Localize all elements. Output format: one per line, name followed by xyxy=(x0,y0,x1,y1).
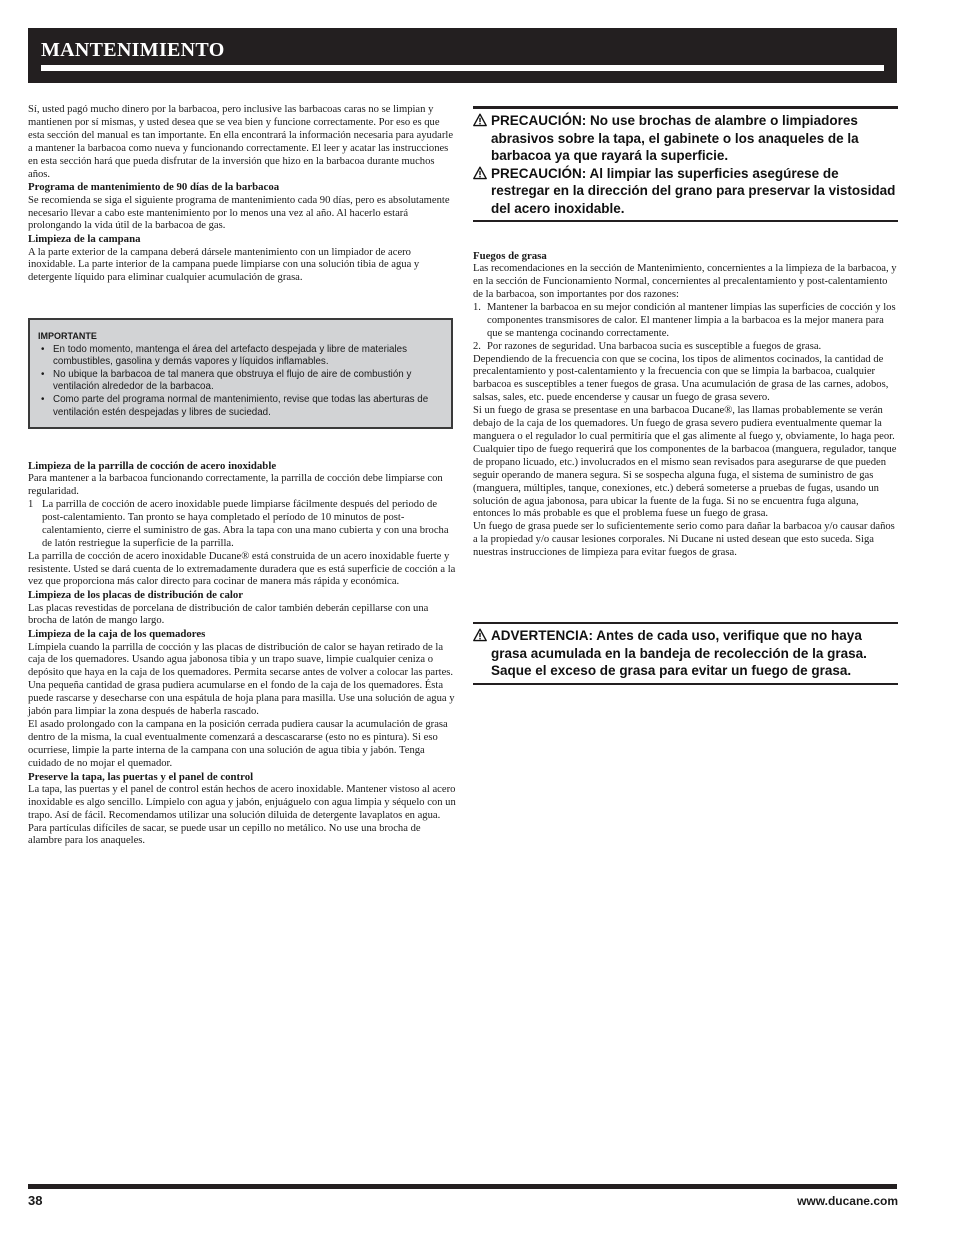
website-link[interactable]: www.ducane.com xyxy=(797,1194,898,1208)
important-item xyxy=(38,369,441,394)
hood-heading: Limpieza de la campana xyxy=(28,233,141,246)
warning-box xyxy=(473,622,898,685)
warning-triangle-icon xyxy=(473,628,487,642)
program-text: Se recomienda se siga el siguiente programa de mantenimiento cada 90 días, pero es absolutamente necesario llevar a cabo este mantenimiento por lo menos una vez al año. Al hacerlo estará prolongando la vida útil de la barbacoa de gas. xyxy=(28,194,450,232)
grates-text-2: La parrilla de cocción de acero inoxidable Ducane® está construida de un acero inoxidable fuerte y resistente. Usted se dará cuenta de lo extremadamente duradera que es está superficie de cocción a la vez que proporciona más calor directo para cocinar de manera más rápida y económica. xyxy=(28,550,456,588)
important-item-text: Como parte del programa normal de mantenimiento, revise que todas las aberturas de ventilación estén despejadas y libres de suciedad. xyxy=(53,393,429,418)
list-number: 1. xyxy=(473,301,481,313)
burnerbox-p1: Límpiela cuando la parrilla de cocción y las placas de distribución de calor se hayan retirado de la caja de los quemadores. Usando agua jabonosa tibia y un trapo suave, limpie cualquier ceniza o depósito que haya en la caja de los quemadores. Permita secarse antes de volver a colocar las partes. xyxy=(28,641,454,679)
left-column-upper xyxy=(28,104,456,285)
right-column xyxy=(473,250,898,560)
list-item-text: La parrilla de cocción de acero inoxidable puede limpiarse fácilmente después del periodo de post-calentamiento. Tan pronto se haya completado el período de 10 minutos de post-calentamiento, cierre el suministro de gas. Abra la tapa con una mano cubierta y con una brocha de latón restriegue la superficie de la parrilla. xyxy=(42,499,449,549)
list-item xyxy=(473,302,898,341)
grease-list xyxy=(473,302,898,354)
bullet: • xyxy=(41,368,45,380)
footer-rule xyxy=(28,1184,897,1189)
warning-text: ADVERTENCIA: Antes de cada uso, verifique que no haya grasa acumulada en la bandeja de recolección de la grasa. Saque el exceso de grasa para evitar un fuego de grasa. xyxy=(491,628,867,678)
bullet: • xyxy=(41,343,45,355)
plates-heading: Limpieza de los placas de distribución de calor xyxy=(28,589,244,602)
bullet: • xyxy=(41,393,45,405)
important-item xyxy=(38,394,441,419)
section-header xyxy=(28,28,897,83)
preserve-text: La tapa, las puertas y el panel de control están hechos de acero inoxidable. Mantener vistoso al acero inoxidable es algo sencillo. Límpielo con agua y jabón, enjuáguelo con agua limpia y séquelo con un trapo. Así de fácil. Recomendamos utilizar una solución diluida de detergente lavaplatos en agua. Para partículas difíciles de sacar, se puede usar un cepillo no metálico. No use una brocha de alambre para los anaqueles. xyxy=(28,783,456,847)
warning-triangle-icon xyxy=(473,113,487,127)
list-number: 1 xyxy=(28,499,34,511)
important-box xyxy=(28,318,453,429)
grease-p4: Cualquier tipo de fuego requerirá que los componentes de la barbacoa (manguera, regulador, tanque de propano licuado, etc.) involucrados en el mismo sean revisados para asegurarse de que pueden seguir operando de manera segura. Si se sospecha alguna fuga, el sistema de suministro de gas (manguera, múltiples, tanque, conexiones, etc.) deberá someterse a pruebas de fugas, usando un solución de agua jabonosa, para ubicar la fuente de la fuga. Si no se encuentra fuga alguna, entonces lo más probable es que el problema fuese un fuego de grasa. xyxy=(473,443,897,520)
caution-1 xyxy=(473,112,898,165)
list-number: 2. xyxy=(473,340,481,352)
important-item-text: En todo momento, mantenga el área del artefacto despejada y libre de materiales combustibles, gasolina y demás vapores y líquidos inflamables. xyxy=(53,343,407,368)
warning xyxy=(473,627,898,680)
list-item xyxy=(28,499,456,551)
caution-box xyxy=(473,106,898,222)
grease-p5: Un fuego de grasa puede ser lo suficientemente serio como para dañar la barbacoa y/o causar daños a la propiedad y/o causar lesiones corporales. Ni Ducane ni usted desean que esto suceda. Siga nuestras instrucciones de limpieza para evitar fuegos de grasa. xyxy=(473,521,895,559)
grates-list xyxy=(28,499,456,551)
burnerbox-p3: El asado prolongado con la campana en la posición cerrada pudiera causar la acumulación de grasa dentro de la misma, la cual eventualmente comenzará a descascararse (esto no es pintura). Si eso ocurriese, limpie la parte interna de la campana con una solución de agua tibia y jabón. Tenga cuidado de no mojar el quemador. xyxy=(28,719,448,769)
preserve-heading: Preserve la tapa, las puertas y el panel de control xyxy=(28,770,254,783)
plates-text: Las placas revestidas de porcelana de distribución de calor también deberán cepillarse con una brocha de latón de mango largo. xyxy=(28,602,429,627)
grease-p3: Si un fuego de grasa se presentase en una barbacoa Ducane®, las llamas probablemente se verán debajo de la caja de los quemadores. Un fuego de grasa severo pudiera eventualmente quemar la manguera o el regulador lo cual permitiría que el gas alimente al fuego y, obviamente, lo haga peor. xyxy=(473,405,895,442)
header-rule xyxy=(41,65,884,71)
grease-p1: Las recomendaciones en la sección de Mantenimiento, concernientes a la limpieza de la barbacoa, y en la sección de Funcionamiento Normal, concernientes al precalentamiento y post-calentamiento de la barbacoa, son importantes por dos razones: xyxy=(473,263,897,301)
burnerbox-heading: Limpieza de la caja de los quemadores xyxy=(28,628,206,641)
list-item-text: Mantener la barbacoa en su mejor condición al mantener limpias las superficies de cocción y los componentes transmisores de calor. El mantener limpia a la barbacoa es la mejor manera para que se mantenga cocinando correctamente. xyxy=(487,301,896,339)
page-number: 38 xyxy=(28,1193,43,1208)
list-item-text: Por razones de seguridad. Una barbacoa sucia es susceptible a fuegos de grasa. xyxy=(487,340,822,352)
grates-text: Para mantener a la barbacoa funcionando correctamente, la parrilla de cocción debe limpiarse con regularidad. xyxy=(28,473,443,498)
grates-heading: Limpieza de la parrilla de cocción de acero inoxidable xyxy=(28,460,277,472)
page-title: MANTENIMIENTO xyxy=(41,39,225,61)
grease-p2: Dependiendo de la frecuencia con que se cocina, los tipos de alimentos cocinados, la cantidad de precalentamiento y post-calentamiento y la frecuencia con que se limpia la barbacoa, cualquier barbacoa es susceptibles a tener fuegos de grasa. Una acumulación de grasa de las carnes, adobos, salsas, sales, etc. puede encenderse y causar un fuego de grasa severo. xyxy=(473,353,889,404)
burnerbox-p2: Una pequeña cantidad de grasa pudiera acumularse en el fondo de la caja de los quemadores. Ésta puede rascarse y desecharse con una espátula de hoja plana para masilla. Use una solución de agua y jabón para limpiar la zona después de haberla rascado. xyxy=(28,680,455,718)
warning-triangle-icon xyxy=(473,166,487,180)
important-list xyxy=(38,344,441,420)
grease-heading: Fuegos de grasa xyxy=(473,250,547,262)
intro-paragraph: Sí, usted pagó mucho dinero por la barbacoa, pero inclusive las barbacoas caras no se limpian y mantienen por sí mismas, y usted desea que se vea bien y funcione correctamente. Por eso es que esta sección del manual es tan importante. En ella encontrará la información necesaria para ayudarle a mantener la barbacoa como nueva y funcionando correctamente. El leer y acatar las instrucciones en esta sección hará que pueda disfrutar de la inversión que hizo en la barbacoa durante muchos años. xyxy=(28,104,454,180)
hood-text: A la parte exterior de la campana deberá dársele mantenimiento con un limpiador de acero inoxidable. La parte interior de la campana puede limpiarse con una solución tibia de agua y detergente líquido para eliminar cualquier acumulación de grasa. xyxy=(28,246,420,284)
list-item xyxy=(473,341,898,354)
important-item xyxy=(38,344,441,369)
caution-1-text: PRECAUCIÓN: No use brochas de alambre o limpiadores abrasivos sobre la tapa, el gabinete o los anaqueles de la barbacoa ya que rayará la superficie. xyxy=(491,113,859,163)
left-column-lower xyxy=(28,460,456,848)
important-item-text: No ubique la barbacoa de tal manera que obstruya el flujo de aire de combustión y ventilación alrededor de la barbacoa. xyxy=(53,368,412,393)
caution-2 xyxy=(473,165,898,218)
program-heading: Programa de mantenimiento de 90 días de la barbacoa xyxy=(28,181,280,194)
caution-2-text: PRECAUCIÓN: Al limpiar las superficies asegúrese de restregar en la dirección del grano para preservar la vistosidad del acero inoxidable. xyxy=(491,165,896,216)
important-title: IMPORTANTE xyxy=(38,331,97,341)
